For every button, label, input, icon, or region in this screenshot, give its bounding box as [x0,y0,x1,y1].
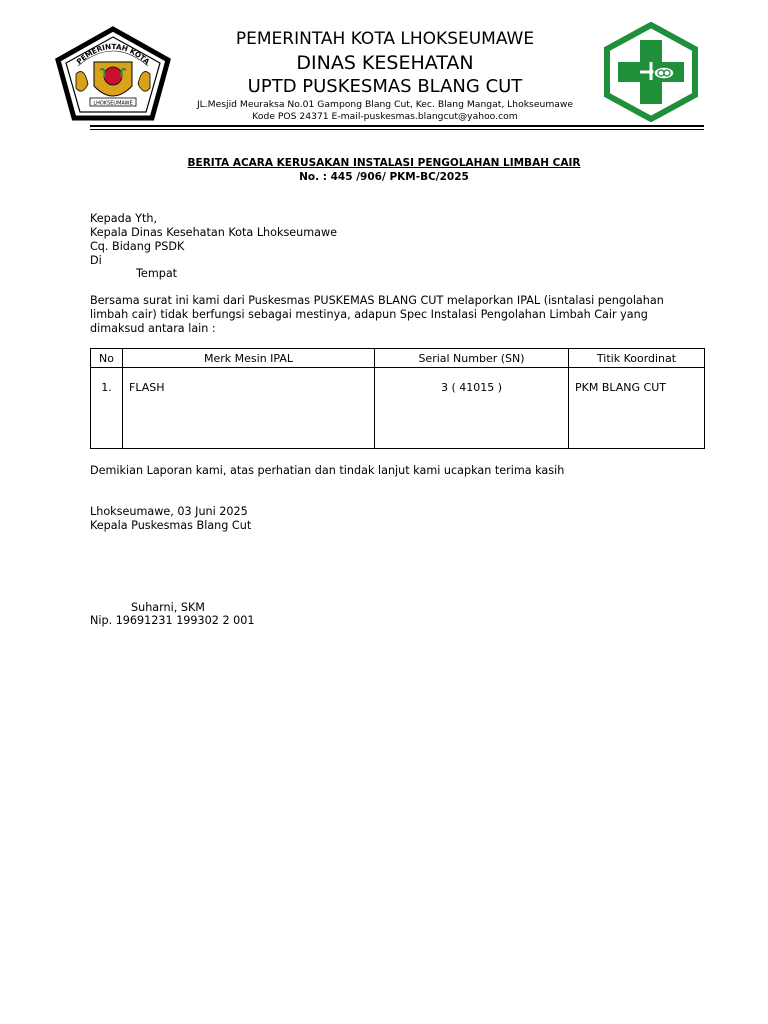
closing-text: Demikian Laporan kami, atas perhatian dan tindak lanjut kami ucapkan terima kasih [90,464,565,477]
document-title: BERITA ACARA KERUSAKAN INSTALASI PENGOLAHAN LIMBAH CAIR [187,157,581,169]
signature-position: Kepala Puskesmas Blang Cut [90,519,252,532]
ipal-spec-table [90,348,705,449]
body-line-3: dimaksud antara lain : [90,322,216,335]
addressee-name: Kepala Dinas Kesehatan Kota Lhokseumawe [90,226,338,239]
cell-koordinat: PKM BLANG CUT [569,368,705,449]
cell-no: 1. [91,368,123,449]
signature-nip: Nip. 19691231 199302 2 001 [90,614,255,627]
city-emblem-icon [54,26,172,122]
header-address: JL.Mesjid Meuraksa No.01 Gampong Blang Cut, Kec. Blang Mangat, Lhokseumawe [196,99,574,110]
col-header-serial: Serial Number (SN) [375,349,569,368]
table-row [91,368,705,449]
header-contact: Kode POS 24371 E-mail-puskesmas.blangcut@yahoo.com [252,111,518,122]
col-header-koordinat: Titik Koordinat [569,349,705,368]
body-line-1: Bersama surat ini kami dari Puskesmas PUSKEMAS BLANG CUT melaporkan IPAL (isntalasi pengolahan [90,294,664,307]
header-divider-thick [90,125,704,127]
emblem-arc-text: PEMERINTAH KOTA [74,41,152,67]
document-number: No. : 445 /906/ PKM-BC/2025 [299,171,469,183]
addressee-greeting: Kepada Yth, [90,212,157,225]
emblem-ribbon-text: LHOKSEUMAWE [93,100,133,107]
cell-serial: 3 ( 41015 ) [375,368,569,449]
col-header-no: No [91,349,123,368]
addressee-di: Di [90,254,102,267]
col-header-merk: Merk Mesin IPAL [123,349,375,368]
signature-place-date: Lhokseumawe, 03 Juni 2025 [90,505,248,518]
cell-merk: FLASH [123,368,375,449]
puskesmas-cross-icon [600,22,702,122]
addressee-cq: Cq. Bidang PSDK [90,240,185,253]
header-government: PEMERINTAH KOTA LHOKSEUMAWE [235,29,535,49]
addressee-place: Tempat [136,267,178,280]
header-divider-thin [90,129,704,130]
signature-name: Suharni, SKM [131,601,205,614]
body-line-2: limbah cair) tidak berfungsi sebagai mestinya, adapun Spec Instalasi Pengolahan Limbah Cair yang [90,308,648,321]
header-department: DINAS KESEHATAN [296,52,474,74]
table-header-row [91,349,705,368]
header-unit: UPTD PUSKESMAS BLANG CUT [247,76,523,97]
